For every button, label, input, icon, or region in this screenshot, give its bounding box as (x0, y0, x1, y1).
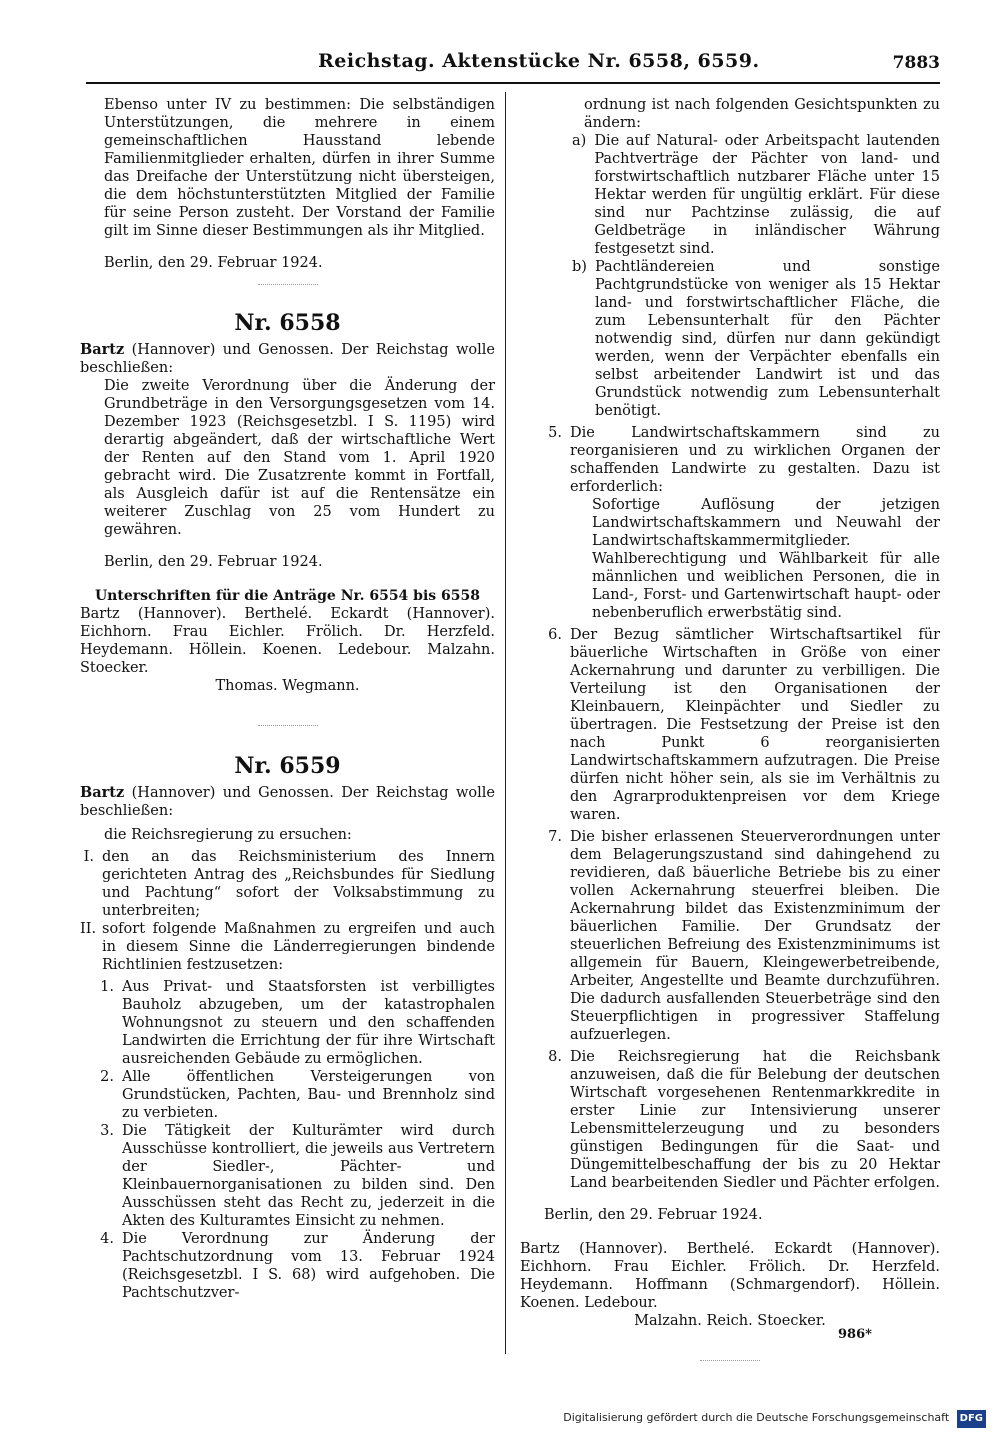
item-text: Die Tätigkeit der Kulturämter wird durch Ausschüsse kontrolliert, die jeweils aus Vertretern der Siedler-, Pächter- und Kleinbauernorganisationen zu bilden sind. Den Ausschüssen steht das Recht zu, jederzeit in die Akten des Kulturamtes Einsicht zu nehmen. (122, 1123, 495, 1229)
intro-paragraph: Ebenso unter IV zu bestimmen: Die selbständigen Unterstützungen, die mehrere in einem gemeinschaftlichen Hausstand lebende Familienmitglieder erhalten, dürfen in ihrer Summe das Dreifache der Unterstützung nicht übersteigen, die dem höchstunterstützten Mitglied der Familie für seine Person zusteht. Der Vorstand der Familie gilt im Sinne dieser Bestimmungen als ihr Mitglied. (104, 97, 495, 239)
item-number: 6. (548, 627, 562, 643)
signatures-names: Bartz (Hannover). Berthelé. Eckardt (Hannover). Eichhorn. Frau Eichler. Frölich. Dr. Herzfeld. Heydemann. Höllein. Koenen. Ledebour. Malzahn. Stoecker. (80, 606, 495, 676)
signatures-names: Bartz (Hannover). Berthelé. Eckardt (Hannover). Eichhorn. Frau Eichler. Frölich. Dr. Herzfeld. Heydemann. Hoffmann (Schmargendorf). Höllein. Koenen. Ledebour. (520, 1241, 940, 1311)
motion-6559-lead (80, 784, 495, 820)
sheet-signature: 986* (838, 1327, 872, 1342)
digitization-credit (563, 1409, 986, 1428)
footer-text: Digitalisierung gefördert durch die Deutsche Forschungsgemeinschaft (563, 1411, 950, 1424)
list-item (572, 132, 940, 258)
item-text: Die bisher erlassenen Steuerverordnungen unter dem Belagerungszustand sind dahingehend zu revidieren, daß bäuerliche Betriebe bis zu einer vollen Ackernahrung steuerfrei bleiben. Die Ackernahrung bildet das Existenzminimum der bäuerlichen Familie. Der Grundsatz der steuerlichen Befreiung des Existenzminimums ist allgemein für Bauern, Kleingewerbetreibende, Arbeiter, Angestellte und Beamte durchzuführen. Die dadurch ausfallenden Steuerbeträge sind den Steuerpflichtigen in progressiver Staffelung aufzuerlegen. (570, 829, 940, 1043)
signatures-names-last: Malzahn. Reich. Stoecker. (634, 1313, 826, 1329)
item-text: Alle öffentlichen Versteigerungen von Grundstücken, Pachten, Bau- und Brennholz sind zu verbieten. (122, 1069, 495, 1121)
sub-list (520, 132, 940, 420)
list-item (98, 1230, 495, 1302)
item-text: den an das Reichsministerium des Innern gerichteten Antrag des „Reichsbundes für Siedlung und Pachtung“ sofort der Volksabstimmung zu unterbreiten; (102, 849, 495, 919)
list-item (520, 828, 940, 1044)
list-item (80, 920, 495, 974)
item-number: 4. (100, 1231, 114, 1247)
dfg-logo: DFG (957, 1410, 986, 1428)
header-title: Reichstag. Aktenstücke Nr. 6558, 6559. (318, 50, 760, 72)
motion-6558-lead-text: (Hannover) und Genossen. Der Reichstag wolle beschließen: (80, 342, 495, 376)
page-number: 7883 (892, 53, 940, 73)
motion-6559-intro: die Reichsregierung zu ersuchen: (104, 827, 352, 843)
item-number: II. (80, 921, 97, 937)
item-number: 5. (548, 425, 562, 441)
list-item (98, 1068, 495, 1122)
motion-6558-author: Bartz (80, 341, 125, 358)
motion-6559-lead-text: (Hannover) und Genossen. Der Reichstag wolle beschließen: (80, 785, 495, 819)
item-text: Die Verordnung zur Änderung der Pachtschutzordnung vom 13. Februar 1924 (Reichsgesetzbl. I S. 68) wird aufgehoben. Die Pachtschutzver- (122, 1231, 495, 1301)
list-item (98, 978, 495, 1068)
item-number: I. (83, 849, 94, 865)
column-divider (505, 92, 506, 1354)
item-text: Pachtländereien und sonstige Pachtgrundstücke von weniger als 15 Hektar land- und forstwirtschaftlicher Fläche, die zum Lebensunterhalt für den Pächter notwendig sind, dürfen nur dann gekündigt werden, wenn der Verpächter ebenfalls ein selbst arbeitender Landwirt ist und das Grundstück notwendig zum Lebensunterhalt benötigt. (594, 259, 940, 419)
date-line: Berlin, den 29. Februar 1924. (104, 554, 323, 570)
signatures-heading: Unterschriften für die Anträge Nr. 6554 bis 6558 (94, 588, 481, 604)
motion-number-6558: Nr. 6558 (234, 310, 341, 336)
item-text: sofort folgende Maßnahmen zu ergreifen und auch in diesem Sinne die Länderregierungen bindende Richtlinien festzusetzen: (102, 921, 495, 973)
separator (258, 284, 318, 285)
item-number: b) (572, 259, 587, 275)
date-line: Berlin, den 29. Februar 1924. (544, 1207, 763, 1223)
list-item (520, 1048, 940, 1192)
list-item (80, 848, 495, 920)
numbered-list (80, 978, 495, 1302)
item-text: Die Reichsregierung hat die Reichsbank anzuweisen, daß die für Belebung der deutschen Wirtschaft vorgesehenen Rentenmarkkredite in erster Linie zur Intensivierung unserer Lebensmittelerzeugung und zu besonders günstigen Bedingungen für die Saat- und Düngemittelbeschaffung der bis zu 20 Hektar Land bearbeitenden Siedler und Pächter erfolgen. (570, 1049, 940, 1191)
motion-6558-body: Die zweite Verordnung über die Änderung der Grundbeträge in den Versorgungsgesetzen vom 14. Dezember 1923 (Reichsgesetzbl. I S. 1195) wird derartig abgeändert, daß der wirtschaftliche Wert der Renten auf den Stand vom 1. April 1920 gebracht wird. Die Zusatzrente kommt in Fortfall, als Ausgleich dafür ist auf die Rentensätze ein weiterer Zuschlag von 25 vom Hundert zu gewähren. (104, 378, 495, 538)
signatures-block (520, 1240, 940, 1330)
separator (700, 1360, 760, 1361)
item-5-detail: Sofortige Auflösung der jetzigen Landwirtschaftskammern und Neuwahl der Landwirtschaftskammermitglieder. Wahlberechtigung und Wählbarkeit für alle männlichen und weiblichen Personen, die in Land-, Forst- und Gartenwirtschaft haupt- oder nebenberuflich erwerbstätig sind. (592, 497, 940, 621)
item-number: 2. (100, 1069, 114, 1085)
item-number: 3. (100, 1123, 114, 1139)
page-header (86, 44, 940, 84)
continuation-paragraph: ordnung ist nach folgenden Gesichtspunkten zu ändern: (584, 97, 940, 131)
right-column (520, 96, 940, 1361)
item-text: Aus Privat- und Staatsforsten ist verbilligtes Bauholz abzugeben, um der katastrophalen Wohnungsnot zu steuern und den schaffenden Landwirten die Errichtung der für ihre Wirtschaft ausreichenden Gebäude zu ermöglichen. (122, 979, 495, 1067)
list-item (98, 1122, 495, 1230)
separator (258, 725, 318, 726)
item-text: Der Bezug sämtlicher Wirtschaftsartikel für bäuerliche Wirtschaften in Größe von einer Ackernahrung und darunter zu verbilligen. Die Verteilung ist den Organisationen der Kleinbauern, Kleinpächter und Siedler zu übertragen. Die Festsetzung der Preise ist den nach Punkt 6 reorganisierten Landwirtschaftskammern aufzutragen. Die Preise dürfen nicht höher sein, als sie im Verhältnis zu den Agrarproduktenpreisen vor dem Kriege waren. (570, 627, 940, 823)
motion-6559-author: Bartz (80, 784, 125, 801)
left-column (80, 96, 495, 1302)
item-number: 8. (548, 1049, 562, 1065)
item-text: Die Landwirtschaftskammern sind zu reorganisieren und zu wirklichen Organen der schaffenden Landwirte zu gestalten. Dazu ist erforderlich: (570, 425, 940, 495)
signatures-block (80, 605, 495, 695)
list-item (520, 424, 940, 496)
item-text: Die auf Natural- oder Arbeitspacht lautenden Pachtverträge der Pächter von land- und forstwirtschaftlich nutzbarer Fläche unter 15 Hektar werden für ungültig erklärt. Für diese sind nur Pachtzinse zulässig, die auf Geldbeträge in inländischer Währung festgesetzt sind. (594, 133, 940, 257)
item-number: a) (572, 133, 587, 149)
motion-number-6559: Nr. 6559 (234, 753, 341, 779)
signatures-names-last: Thomas. Wegmann. (215, 678, 360, 694)
item-number: 7. (548, 829, 562, 845)
list-item (572, 258, 940, 420)
list-item (520, 626, 940, 824)
date-line: Berlin, den 29. Februar 1924. (104, 255, 323, 271)
motion-6558-lead (80, 341, 495, 377)
item-number: 1. (100, 979, 114, 995)
